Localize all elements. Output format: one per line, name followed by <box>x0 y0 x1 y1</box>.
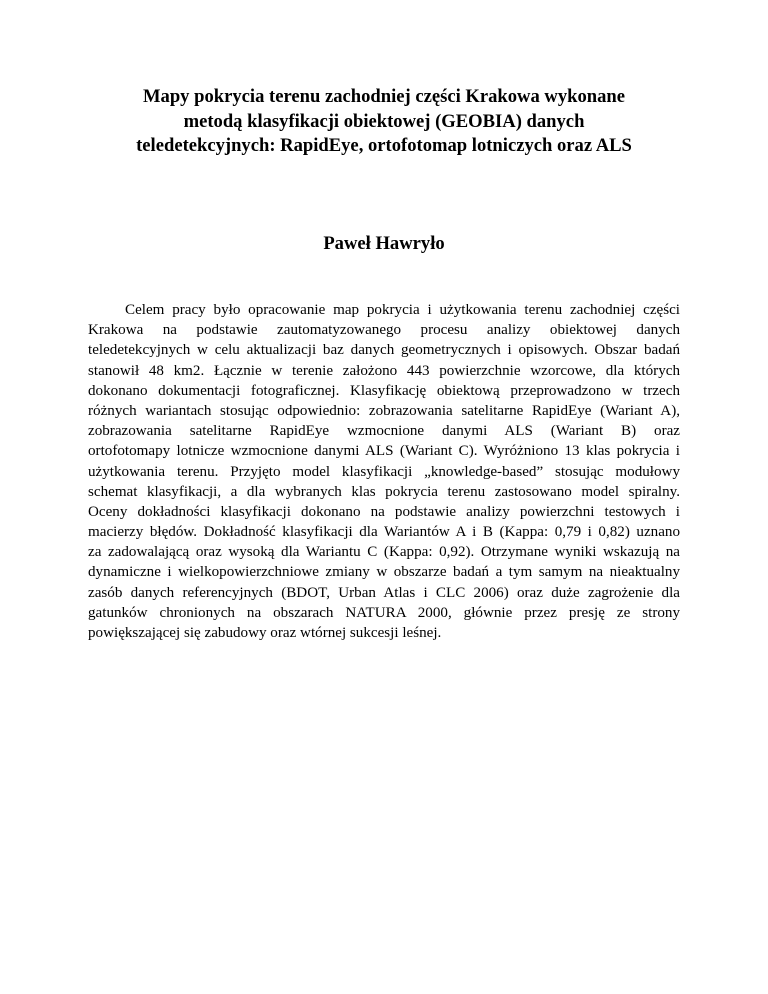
abstract-line: gatunków chronionych na obszarach NATURA 2000, głównie przez presję ze strony <box>88 604 680 621</box>
abstract-line: Celem pracy było opracowanie map pokrycia i użytkowania terenu zachodniej części <box>125 302 680 318</box>
abstract-line: dokonano dokumentacji fotograficznej. Klasyfikację obiektową przeprowadzono w trzech <box>88 382 680 399</box>
title-line: Mapy pokrycia terenu zachodniej części Krakowa wykonane <box>142 86 626 107</box>
abstract-line: Krakowa na podstawie zautomatyzowanego procesu analizy obiektowej danych <box>88 322 680 339</box>
title-line: metodą klasyfikacji obiektowej (GEOBIA) danych <box>183 110 585 132</box>
abstract-line: użytkowania terenu. Przyjęto model klasyfikacji „knowledge-based” stosując modułowy <box>88 463 680 480</box>
abstract-line: macierzy błędów. Dokładność klasyfikacji dla Wariantów A i B (Kappa: 0,79 i 0,82) uznano <box>88 524 680 541</box>
abstract-line: schemat klasyfikacji, a dla wybranych klas pokrycia terenu zastosowano model spiralny. <box>88 483 680 500</box>
abstract-line: zobrazowania satelitarne RapidEye wzmocnione danymi ALS (Wariant B) oraz <box>88 423 680 440</box>
abstract-line: powiększającej się zabudowy oraz wtórnej sukcesji leśnej. <box>88 625 442 641</box>
abstract-line: Oceny dokładności klasyfikacji dokonano na podstawie analizy powierzchni testowych i <box>88 503 680 520</box>
document-title <box>60 85 708 159</box>
title-line: teledetekcyjnych: RapidEye, ortofotomap lotniczych oraz ALS <box>136 135 632 156</box>
abstract-line: za zadowalającą oraz wysoką dla Wariantu C (Kappa: 0,92). Otrzymane wyniki wskazują na <box>88 544 680 561</box>
abstract-line: ortofotomapy lotnicze wzmocnione danymi ALS (Wariant C). Wyróżniono 13 klas pokrycia i <box>88 443 680 460</box>
abstract-line: teledetekcyjnych w celu aktualizacji baz danych geometrycznych i opisowych. Obszar badań <box>88 342 680 359</box>
abstract-line: zasób danych referencyjnych (BDOT, Urban Atlas i CLC 2006) oraz duże zagrożenie dla <box>88 584 680 601</box>
abstract-paragraph <box>88 300 680 643</box>
abstract-line: dynamiczne i wielkopowierzchniowe zmiany w obszarze badań a tym samym na nieaktualny <box>88 564 680 581</box>
abstract-line: różnych wariantach stosując odpowiednio: zobrazowania satelitarne RapidEye (Wariant A), <box>88 402 680 419</box>
abstract-line: stanowił 48 km2. Łącznie w terenie założono 443 powierzchnie wzorcowe, dla których <box>88 362 680 379</box>
author-name: Paweł Hawryło <box>323 233 445 254</box>
